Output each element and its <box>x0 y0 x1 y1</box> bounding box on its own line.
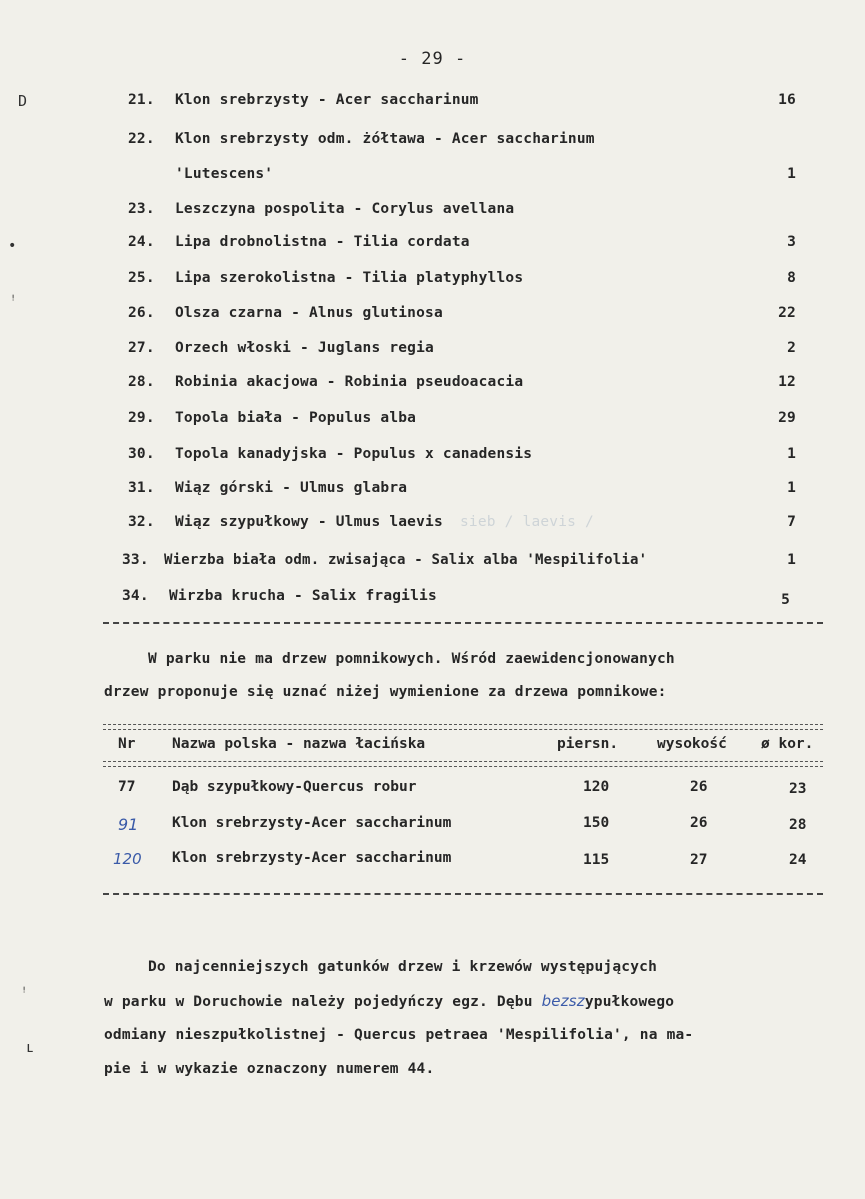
item-number: 22. <box>128 131 155 147</box>
item-name: Lipa szerokolistna - Tilia platyphyllos <box>175 270 524 286</box>
paragraph-line: W parku nie ma drzew pomnikowych. Wśród zaewidencjonowanych <box>148 651 675 667</box>
table-header-piersn: piersn. <box>557 736 619 752</box>
list-item <box>128 340 796 362</box>
item-name: Orzech włoski - Juglans regia <box>175 340 434 356</box>
list-item <box>128 201 796 223</box>
item-name: Topola biała - Populus alba <box>175 410 417 426</box>
item-number: 30. <box>128 446 155 462</box>
item-name: Leszczyna pospolita - Corylus avellana <box>175 201 515 217</box>
page-number: - 29 - <box>398 49 467 69</box>
faded-overprint: sieb / laevis / <box>460 514 594 530</box>
cell-piersn: 150 <box>583 815 610 831</box>
table-header-rule <box>103 761 823 762</box>
handwritten-insert: bezsz <box>541 992 585 1010</box>
paragraph-line: Do najcenniejszych gatunków drzew i krzewów występujących <box>148 959 657 975</box>
item-number: 27. <box>128 340 155 356</box>
margin-dot-mark: • <box>8 238 17 254</box>
cell-korona: 23 <box>789 781 807 797</box>
cell-wysokosc: 27 <box>690 852 708 868</box>
paragraph-line <box>104 985 824 1019</box>
table-header-rule <box>103 766 823 767</box>
list-item <box>122 552 796 574</box>
item-count: 1 <box>787 552 796 568</box>
item-number: 24. <box>128 234 155 250</box>
item-count: 8 <box>787 270 796 286</box>
table-header-name: Nazwa polska - nazwa łacińska <box>172 736 426 752</box>
item-name: Klon srebrzysty odm. żółtawa - Acer saccharinum <box>175 131 595 147</box>
paragraph-line: odmiany nieszpułkolistnej - Quercus petraea 'Mespilifolia', na ma- <box>104 1027 694 1043</box>
item-name: Lipa drobnolistna - Tilia cordata <box>175 234 470 250</box>
list-item <box>128 446 796 468</box>
table-header-korona: ø kor. <box>761 736 814 752</box>
margin-letter: D <box>18 92 28 110</box>
item-number: 34. <box>122 588 149 604</box>
list-item <box>128 131 796 153</box>
item-number: 31. <box>128 480 155 496</box>
item-count: 1 <box>787 446 796 462</box>
paragraph-line: drzew proponuje się uznać niżej wymienione za drzewa pomnikowe: <box>104 684 667 700</box>
list-item <box>128 305 796 327</box>
item-number: 33. <box>122 552 149 568</box>
margin-tick-mark: ꜝ <box>20 985 29 1001</box>
item-name: Robinia akacjowa - Robinia pseudoacacia <box>175 374 524 390</box>
item-count: 29 <box>778 410 796 426</box>
cell-wysokosc: 26 <box>690 779 708 795</box>
item-count: 3 <box>787 234 796 250</box>
item-number: 32. <box>128 514 155 530</box>
margin-tick-mark: ʟ <box>26 1040 35 1056</box>
list-item <box>128 270 796 292</box>
divider <box>103 622 823 624</box>
cell-name: Klon srebrzysty-Acer saccharinum <box>172 815 452 831</box>
item-number: 23. <box>128 201 155 217</box>
item-name: Klon srebrzysty - Acer saccharinum <box>175 92 479 108</box>
item-name: Wiąz górski - Ulmus glabra <box>175 480 408 496</box>
table-top-rule <box>103 729 823 730</box>
cell-piersn: 115 <box>583 852 610 868</box>
cell-name: Dąb szypułkowy-Quercus robur <box>172 779 417 795</box>
margin-tick-mark: ꜝ <box>9 293 18 309</box>
list-item <box>128 480 796 502</box>
list-item-continuation <box>128 166 796 188</box>
paragraph-line: pie i w wykazie oznaczony numerem 44. <box>104 1061 435 1077</box>
table-top-rule <box>103 724 823 725</box>
table-header-nr: Nr <box>118 736 136 752</box>
paragraph-text: ypułkowego <box>584 994 675 1010</box>
table-header-wysokosc: wysokość <box>657 736 727 752</box>
item-count: 5 <box>781 592 790 608</box>
item-name: Wierzba biała odm. zwisająca - Salix alba 'Mespilifolia' <box>164 552 648 568</box>
item-number: 21. <box>128 92 155 108</box>
item-number: 29. <box>128 410 155 426</box>
item-number: 26. <box>128 305 155 321</box>
list-item <box>128 514 796 536</box>
cell-wysokosc: 26 <box>690 815 708 831</box>
item-number: 28. <box>128 374 155 390</box>
cell-nr: 77 <box>118 779 136 795</box>
item-name: Olsza czarna - Alnus glutinosa <box>175 305 443 321</box>
list-item <box>128 234 796 256</box>
list-item <box>128 410 796 432</box>
cell-name: Klon srebrzysty-Acer saccharinum <box>172 850 452 866</box>
cell-korona: 24 <box>789 852 807 868</box>
list-item <box>122 588 790 610</box>
list-item <box>128 92 796 114</box>
item-count: 22 <box>778 305 796 321</box>
item-name: Topola kanadyjska - Populus x canadensis <box>175 446 533 462</box>
item-count: 16 <box>778 92 796 108</box>
item-name-cont: 'Lutescens' <box>175 166 274 182</box>
paragraph-text: w parku w Doruchowie należy pojedyńczy egz. Dębu <box>104 994 542 1010</box>
item-name: Wiąz szypułkowy - Ulmus laevis <box>175 514 443 530</box>
item-count: 1 <box>787 480 796 496</box>
cell-piersn: 120 <box>583 779 610 795</box>
item-number: 25. <box>128 270 155 286</box>
item-count: 12 <box>778 374 796 390</box>
table-bottom-rule <box>103 893 823 895</box>
cell-nr-handwritten: 120 <box>113 850 142 868</box>
item-count: 1 <box>787 166 796 182</box>
item-count: 2 <box>787 340 796 356</box>
item-name: Wirzba krucha - Salix fragilis <box>169 588 437 604</box>
cell-nr-handwritten: 91 <box>118 815 139 834</box>
list-item <box>128 374 796 396</box>
cell-korona: 28 <box>789 817 807 833</box>
item-count: 7 <box>787 514 796 530</box>
